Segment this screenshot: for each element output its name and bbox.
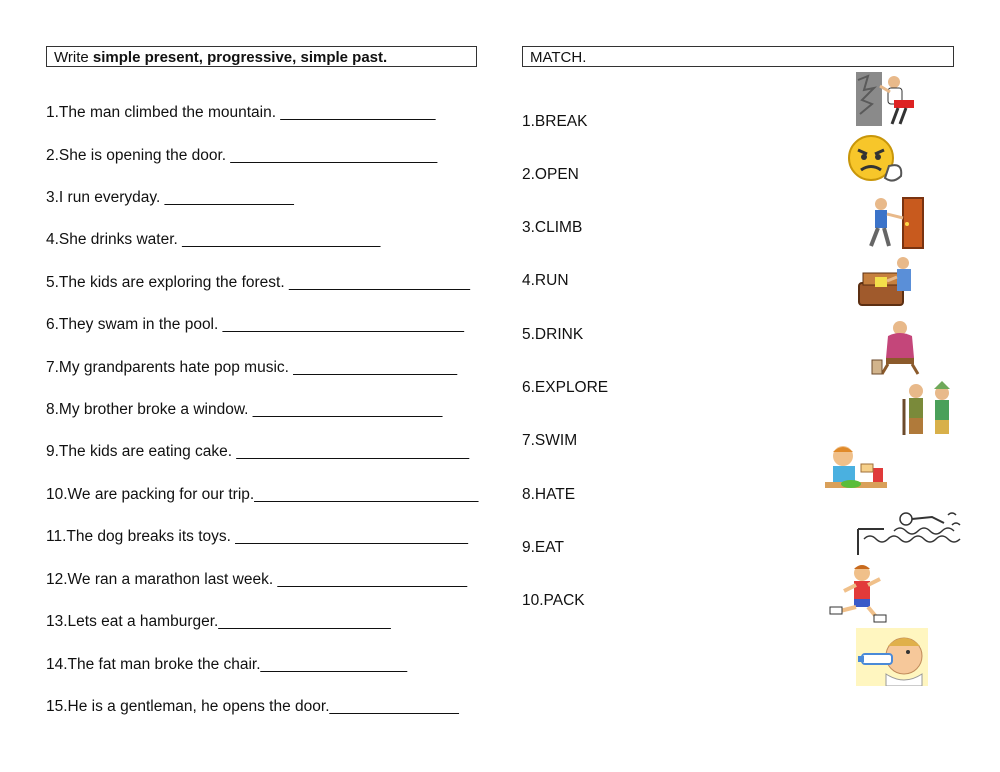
opening-door-icon <box>863 194 927 252</box>
left-instruction-bold: simple present, progressive, simple past. <box>92 49 388 66</box>
sentence-8: 8.My brother broke a window. ______________________ <box>46 401 443 418</box>
sentence-10: 10.We are packing for our trip.__________________________ <box>46 486 479 503</box>
sentence-4: 4.She drinks water. _______________________ <box>46 231 381 248</box>
match-word-run: 4.RUN <box>522 272 569 289</box>
sentence-11: 11.The dog breaks its toys. ___________________________ <box>46 528 469 545</box>
swimming-icon <box>854 505 966 557</box>
sentence-14: 14.The fat man broke the chair._________________ <box>46 656 408 673</box>
eating-child-icon <box>821 440 891 496</box>
sentence-5: 5.The kids are exploring the forest. _____________________ <box>46 274 470 291</box>
running-boy-icon <box>822 563 892 623</box>
exploring-kids-icon <box>898 379 960 439</box>
match-word-drink: 5.DRINK <box>522 326 584 343</box>
match-word-eat: 9.EAT <box>522 539 564 556</box>
match-word-hate: 8.HATE <box>522 486 576 503</box>
sentence-12: 12.We ran a marathon last week. ______________________ <box>46 571 468 588</box>
match-word-climb: 3.CLIMB <box>522 219 583 236</box>
drinking-child-icon <box>856 628 928 686</box>
sentence-13: 13.Lets eat a hamburger.____________________ <box>46 613 391 630</box>
climbing-icon <box>854 70 918 128</box>
match-word-swim: 7.SWIM <box>522 432 578 449</box>
angry-face-icon <box>845 132 909 188</box>
left-instruction-box <box>46 46 477 67</box>
match-word-break: 1.BREAK <box>522 113 588 130</box>
sentence-6: 6.They swam in the pool. ____________________________ <box>46 316 464 333</box>
sentence-1: 1.The man climbed the mountain. __________________ <box>46 104 436 121</box>
match-word-open: 2.OPEN <box>522 166 579 183</box>
match-word-explore: 6.EXPLORE <box>522 379 609 396</box>
sentence-9: 9.The kids are eating cake. ___________________________ <box>46 443 470 460</box>
sentence-2: 2.She is opening the door. ________________________ <box>46 147 438 164</box>
right-instruction-text: MATCH. <box>530 49 587 66</box>
match-word-pack: 10.PACK <box>522 592 585 609</box>
broken-chair-icon <box>866 318 930 376</box>
sentence-15: 15.He is a gentleman, he opens the door._______________ <box>46 698 459 715</box>
sentence-3: 3.I run everyday. _______________ <box>46 189 294 206</box>
left-instruction-prefix: Write <box>54 49 93 66</box>
packing-suitcase-icon <box>853 253 917 311</box>
sentence-7: 7.My grandparents hate pop music. ___________________ <box>46 359 458 376</box>
right-instruction-box <box>522 46 954 67</box>
